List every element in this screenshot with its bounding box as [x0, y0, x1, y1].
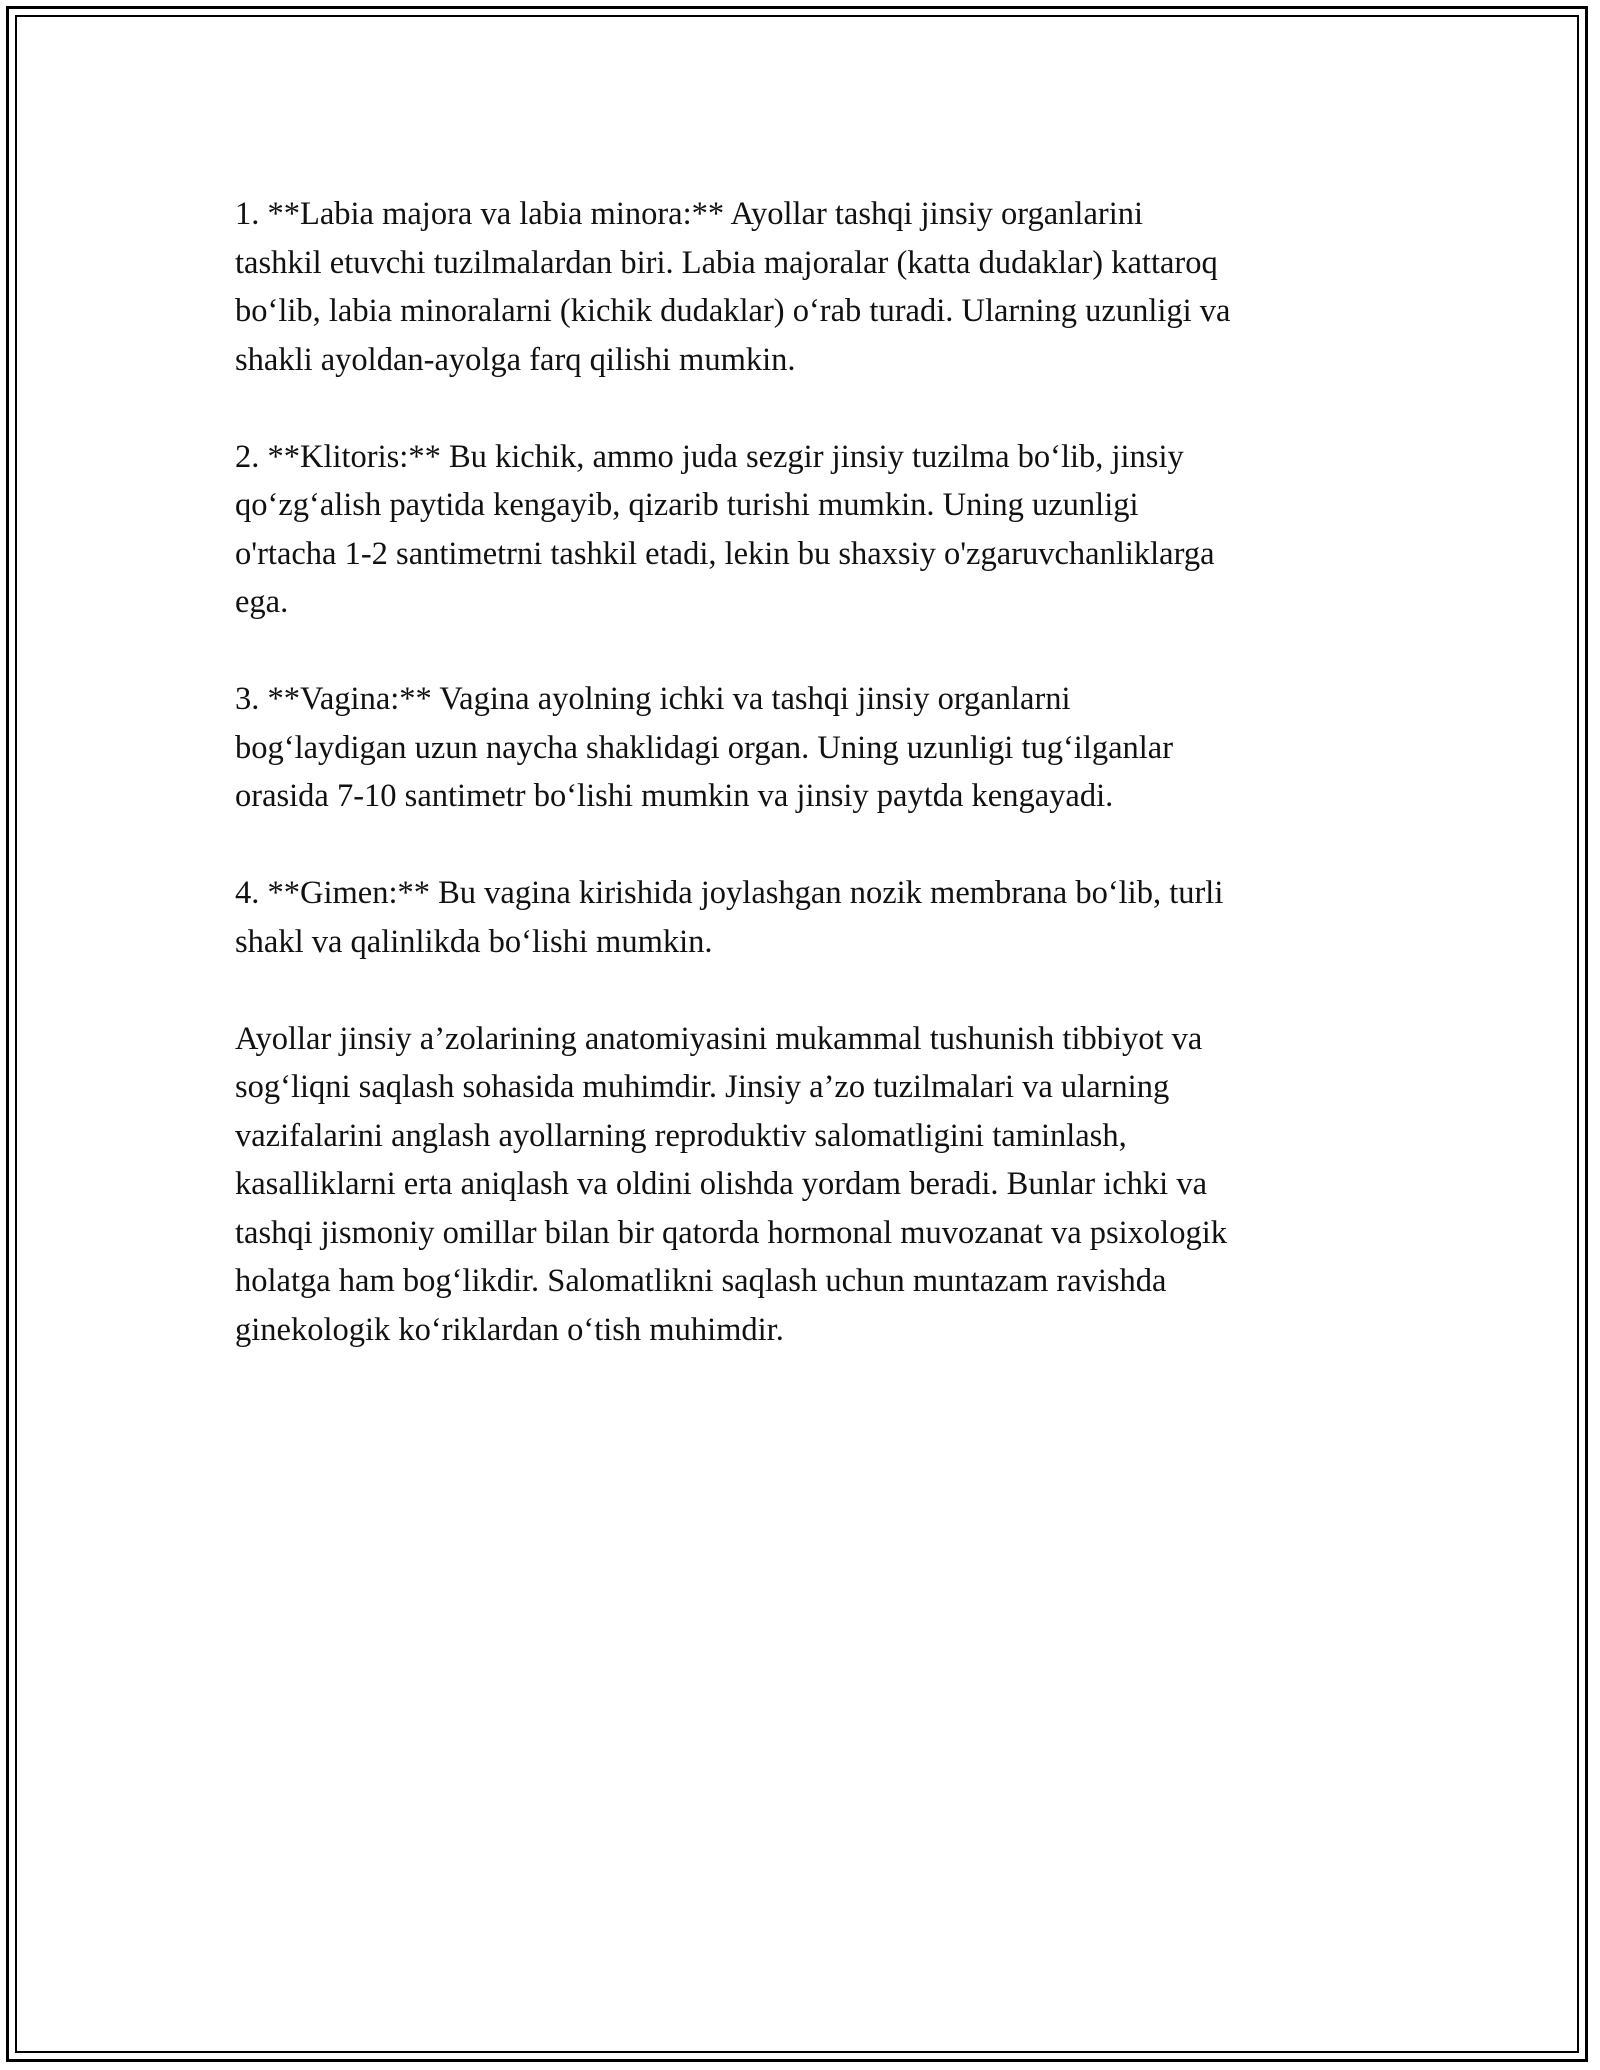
text-line: shakl va qalinlikda bo‘lishi mumkin.	[235, 923, 713, 960]
paragraph-vagina	[235, 675, 1375, 821]
text-line: tashqi jismoniy omillar bilan bir qatorda hormonal muvozanat va psixologik	[235, 1214, 1227, 1251]
paragraph-klitoris	[235, 433, 1375, 627]
text-line: ega.	[235, 584, 289, 620]
text-line: ginekologik ko‘riklardan o‘tish muhimdir.	[235, 1311, 784, 1348]
text-line: vazifalarini anglash ayollarning reproduktiv salomatligini taminlash,	[235, 1117, 1127, 1154]
paragraph-gimen	[235, 869, 1375, 966]
text-line: kasalliklarni erta aniqlash va oldini olishda yordam beradi. Bunlar ichki va	[235, 1166, 1208, 1202]
text-line: 4. **Gimen:** Bu vagina kirishida joylashgan nozik membrana bo‘lib, turli	[235, 875, 1224, 911]
text-line: holatga ham bog‘likdir. Salomatlikni saqlash uchun muntazam ravishda	[235, 1263, 1167, 1299]
text-line: qo‘zg‘alish paytida kengayib, qizarib turishi mumkin. Uning uzunligi	[235, 487, 1139, 523]
paragraph-conclusion	[235, 1015, 1375, 1355]
text-line: tashkil etuvchi tuzilmalardan biri. Labia majoralar (katta dudaklar) kattaroq	[235, 244, 1218, 281]
text-line: o'rtacha 1-2 santimetrni tashkil etadi, lekin bu shaxsiy o'zgaruvchanliklarga	[235, 535, 1215, 572]
paragraph-labia	[235, 190, 1375, 384]
text-line: Ayollar jinsiy a’zolarining anatomiyasini mukammal tushunish tibbiyot va	[235, 1020, 1203, 1057]
text-line: 2. **Klitoris:** Bu kichik, ammo juda sezgir jinsiy tuzilma bo‘lib, jinsiy	[235, 438, 1184, 475]
text-line: sog‘liqni saqlash sohasida muhimdir. Jinsiy a’zo tuzilmalari va ularning	[235, 1069, 1170, 1105]
text-line: bo‘lib, labia minoralarni (kichik dudaklar) o‘rab turadi. Ularning uzunligi va	[235, 293, 1231, 329]
document-body	[235, 190, 1375, 1403]
text-line: shakli ayoldan-ayolga farq qilishi mumkin.	[235, 341, 796, 378]
text-line: bog‘laydigan uzun naycha shaklidagi organ. Uning uzunligi tug‘ilganlar	[235, 729, 1174, 766]
text-line: 1. **Labia majora va labia minora:** Ayollar tashqi jinsiy organlarini	[235, 196, 1144, 232]
text-line: orasida 7-10 santimetr bo‘lishi mumkin va jinsiy paytda kengayadi.	[235, 778, 1114, 814]
text-line: 3. **Vagina:** Vagina ayolning ichki va tashqi jinsiy organlarni	[235, 681, 1071, 717]
